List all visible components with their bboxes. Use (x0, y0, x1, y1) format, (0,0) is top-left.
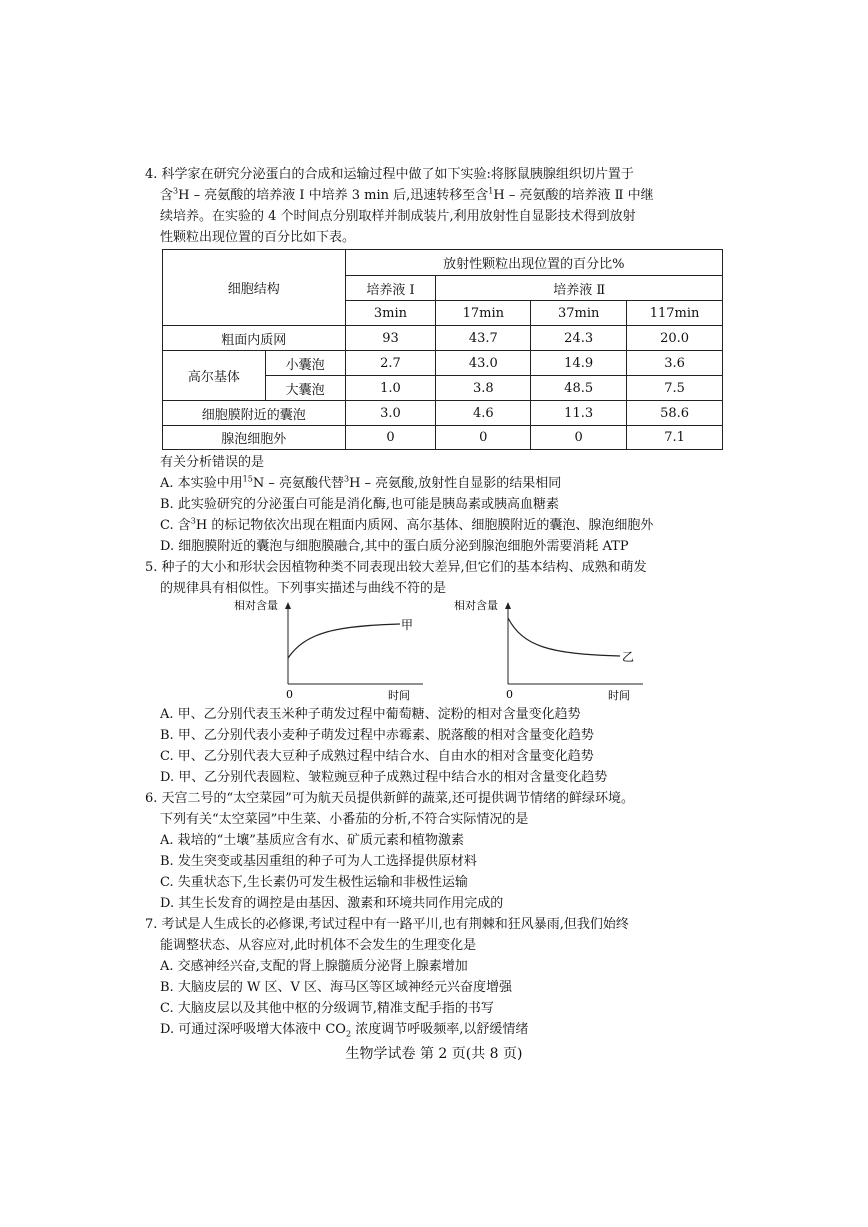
q6-line-2 (160, 811, 528, 829)
graph-jia-curve-label: 甲 (401, 618, 414, 632)
q4-line-4 (160, 229, 355, 247)
table-cell: 58.6 (627, 401, 723, 426)
table-time: 3min (345, 301, 436, 326)
graph-jia-y-arrow (285, 602, 291, 609)
q4-option-a-sup1: 15 (242, 474, 253, 484)
q4-line-3-text: 续培养。在实验的 4 个时间点分别取样并制成装片,利用放射性自显影技术得到放射 (160, 209, 636, 224)
q4-stem (160, 454, 264, 472)
table-row-label: 小囊泡 (265, 351, 345, 376)
q4-data-table (162, 249, 723, 450)
graph-jia-curve (288, 624, 400, 658)
q7-line-1-text: 7. 考试是人生成长的必修课,考试过程中有一路平川,也有荆棘和狂风暴雨,但我们始终 (145, 917, 629, 932)
q4-line-1-text: 4. 科学家在研究分泌蛋白的合成和运输过程中做了如下实验:将豚鼠胰腺组织切片置于 (145, 167, 634, 182)
table-cell: 43.7 (436, 326, 531, 351)
table-header-structure: 细胞结构 (163, 250, 346, 326)
q4-line-4-text: 性颗粒出现位置的百分比如下表。 (160, 230, 356, 245)
q7-option-c-text: C. 大脑皮层以及其他中枢的分级调节,精准支配手指的书写 (160, 1001, 494, 1016)
table-row (163, 351, 723, 376)
q4-line-3 (160, 208, 636, 226)
q4-stem-text: 有关分析错误的是 (160, 455, 265, 470)
table-cell: 3.0 (345, 401, 436, 426)
q5-option-d (160, 769, 607, 787)
q7-line-1 (145, 916, 629, 934)
table-cell: 7.1 (627, 426, 723, 450)
q5-line-2 (160, 580, 446, 598)
graph-yi-y-arrow (505, 602, 511, 609)
q5-option-d-text: D. 甲、乙分别代表圆粒、皱粒豌豆种子成熟过程中结合水的相对含量变化趋势 (160, 770, 608, 785)
q5-option-a (160, 706, 581, 724)
graph-yi-origin: 0 (506, 688, 513, 701)
table-cell: 1.0 (345, 376, 436, 401)
q4-option-d-text: D. 细胞膜附近的囊泡与细胞膜融合,其中的蛋白质分泌到腺泡细胞外需要消耗 ATP (160, 539, 629, 554)
table-header-percent: 放射性颗粒出现位置的百分比% (345, 250, 722, 276)
table-time: 17min (436, 301, 531, 326)
q4-option-a (160, 475, 561, 493)
table-header-medium2: 培养液 Ⅱ (436, 276, 723, 301)
q5-line-1 (145, 559, 647, 577)
graph-yi-xlabel: 时间 (608, 689, 630, 702)
graph-yi-curve-label: 乙 (622, 650, 635, 664)
q5-option-b (160, 727, 594, 745)
table-cell: 2.7 (345, 351, 436, 376)
q5-option-c-text: C. 甲、乙分别代表大豆种子成熟过程中结合水、自由水的相对含量变化趋势 (160, 749, 594, 764)
table-time: 37min (531, 301, 627, 326)
table-cell: 93 (345, 326, 436, 351)
q6-line-2-text: 下列有关“太空菜园”中生菜、小番茄的分析,不符合实际情况的是 (160, 812, 529, 827)
page-footer-text: 生物学试卷 第 2 页(共 8 页) (345, 1046, 523, 1062)
table-time: 117min (627, 301, 723, 326)
q7-option-b (160, 979, 512, 997)
q5-line-2-text: 的规律具有相似性。下列事实描述与曲线不符的是 (160, 581, 447, 596)
page-footer (0, 1043, 868, 1063)
table-cell: 0 (531, 426, 627, 450)
q5-graph-yi-svg (448, 598, 648, 702)
q5-graph-jia (228, 598, 428, 702)
q7-option-d (160, 1021, 528, 1039)
q7-option-c (160, 1000, 494, 1018)
q6-option-d (160, 895, 503, 913)
table-row-label: 细胞膜附近的囊泡 (163, 401, 346, 426)
table-cell: 7.5 (627, 376, 723, 401)
q5-graph-yi (448, 598, 648, 702)
q4-option-d (160, 538, 629, 556)
table-row (163, 426, 723, 450)
q7-option-a-text: A. 交感神经兴奋,支配的肾上腺髓质分泌肾上腺素增加 (160, 959, 468, 974)
q6-option-c-text: C. 失重状态下,生长素仍可发生极性运输和非极性运输 (160, 875, 468, 890)
graph-jia-xlabel: 时间 (388, 689, 410, 702)
q7-line-2-text: 能调整状态、从容应对,此时机体不会发生的生理变化是 (160, 938, 477, 953)
table-row-label: 粗面内质网 (163, 326, 346, 351)
q4-line-2-c: H – 亮氨酸的培养液 Ⅱ 中继 (493, 188, 654, 203)
table-cell: 20.0 (627, 326, 723, 351)
q4-line-2 (160, 187, 654, 205)
q4-option-b-text: B. 此实验研究的分泌蛋白可能是消化酶,也可能是胰岛素或胰高血糖素 (160, 497, 559, 512)
q4-line-2-sup1: 3 (173, 186, 179, 196)
q4-line-2-a: 含 (160, 188, 174, 203)
q6-line-1 (145, 790, 634, 808)
q5-option-b-text: B. 甲、乙分别代表小麦种子萌发过程中赤霉素、脱落酸的相对含量变化趋势 (160, 728, 594, 743)
q7-line-2 (160, 937, 476, 955)
table-header-medium1: 培养液 Ⅰ (345, 276, 436, 301)
table-cell: 0 (345, 426, 436, 450)
table-cell: 4.6 (436, 401, 531, 426)
table-cell: 14.9 (531, 351, 627, 376)
q4-line-1 (145, 166, 634, 184)
table-cell: 11.3 (531, 401, 627, 426)
q4-line-2-sup2: 1 (488, 186, 494, 196)
q4-option-c-sup: 3 (190, 516, 196, 526)
q6-option-c (160, 874, 468, 892)
table-cell: 24.3 (531, 326, 627, 351)
q7-option-d-sub: 2 (345, 1029, 352, 1039)
q7-option-b-text: B. 大脑皮层的 W 区、V 区、海马区等区域神经元兴奋度增强 (160, 980, 512, 995)
table-row-label: 腺泡细胞外 (163, 426, 346, 450)
q7-option-a (160, 958, 468, 976)
q5-option-c (160, 748, 594, 766)
graph-jia-origin: 0 (286, 688, 293, 701)
q6-option-b-text: B. 发生突变或基因重组的种子可为人工选择提供原材料 (160, 854, 477, 869)
q7-option-d-part2: 浓度调节呼吸频率,以舒缓情绪 (351, 1022, 529, 1037)
q4-option-a-part3: H – 亮氨酸,放射性自显影的结果相同 (349, 476, 562, 491)
q4-option-b (160, 496, 559, 514)
graph-yi-curve (508, 618, 620, 656)
graph-yi-ylabel: 相对含量 (454, 599, 498, 612)
table-cell: 0 (436, 426, 531, 450)
q4-line-2-b: H – 亮氨酸的培养液 Ⅰ 中培养 3 min 后,迅速转移至含 (178, 188, 489, 203)
q4-option-c-part2: H 的标记物依次出现在粗面内质网、高尔基体、细胞膜附近的囊泡、腺泡细胞外 (195, 518, 654, 533)
table-cell: 48.5 (531, 376, 627, 401)
q7-option-d-part1: D. 可通过深呼吸增大体液中 CO (160, 1022, 346, 1037)
q4-option-c (160, 517, 653, 535)
table-row (163, 326, 723, 351)
q4-option-a-part1: A. 本实验中用 (160, 476, 243, 491)
table-row (163, 401, 723, 426)
table-group-label: 高尔基体 (163, 351, 266, 401)
table-cell: 3.8 (436, 376, 531, 401)
q6-option-d-text: D. 其生长发育的调控是由基因、激素和环境共同作用完成的 (160, 896, 504, 911)
q5-graph-jia-svg (228, 598, 428, 702)
q4-option-a-part2: N – 亮氨酸代替 (252, 476, 344, 491)
graph-jia-ylabel: 相对含量 (234, 599, 278, 612)
q6-option-b (160, 853, 477, 871)
q6-option-a-text: A. 栽培的“土壤”基质应含有水、矿质元素和植物激素 (160, 833, 464, 848)
table-cell: 43.0 (436, 351, 531, 376)
q6-option-a (160, 832, 464, 850)
q6-line-1-text: 6. 天宫二号的“太空菜园”可为航天员提供新鲜的蔬菜,还可提供调节情绪的鲜绿环境。 (145, 791, 634, 806)
q4-option-a-sup2: 3 (343, 474, 350, 484)
q5-option-a-text: A. 甲、乙分别代表玉米种子萌发过程中葡萄糖、淀粉的相对含量变化趋势 (160, 707, 581, 722)
q5-line-1-text: 5. 种子的大小和形状会因植物种类不同表现出较大差异,但它们的基本结构、成熟和萌发 (145, 560, 647, 575)
table-row-label: 大囊泡 (265, 376, 345, 401)
q4-option-c-part1: C. 含 (160, 518, 191, 533)
table-cell: 3.6 (627, 351, 723, 376)
